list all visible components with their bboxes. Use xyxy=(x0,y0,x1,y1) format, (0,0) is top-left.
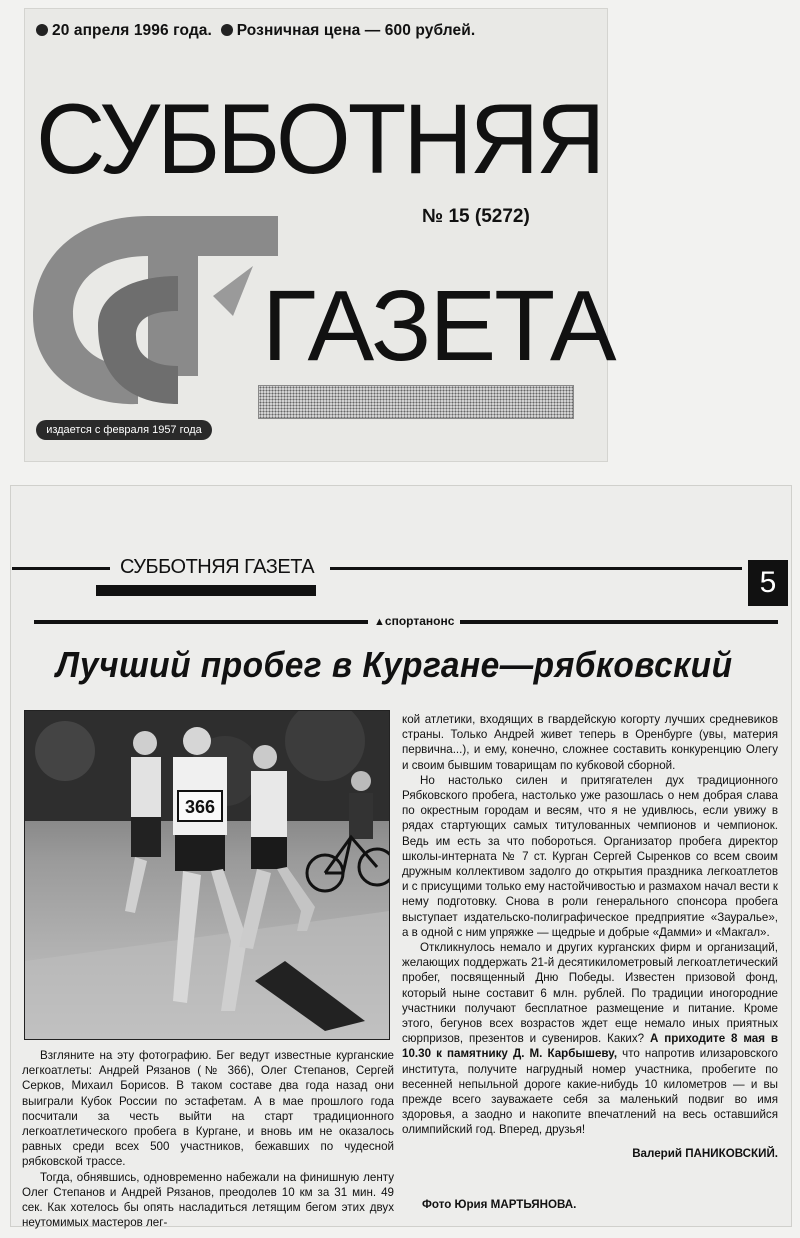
article-paragraph xyxy=(402,940,778,1138)
founded-since-label: издается с февраля 1957 года xyxy=(36,420,212,440)
header-rule-right xyxy=(330,567,742,570)
runners-photo-image xyxy=(25,711,389,1039)
runner-bib-number: 366 xyxy=(184,797,216,817)
article-paragraph: кой атлетики, входящих в гвардейскую когорту лучших средневиков страны. Только Андрей живет теперь в Оренбурге (увы, материя первична...), и ему, конечно, сложнее составить конкуренцию Олегу и своим бывшим товарищам по кубковой сборной. xyxy=(402,713,778,772)
page-number: 5 xyxy=(748,560,788,606)
runners-photo xyxy=(24,710,390,1040)
article-headline: Лучший пробег в Кургане—рябковский xyxy=(56,644,733,685)
rubric-text: спортанонс xyxy=(384,614,455,628)
retail-price: Розничная цена — 600 рублей. xyxy=(236,22,476,39)
event-location-emphasis: А приходите 8 мая в 10.30 к памятнику Д. М. Карбышеву, xyxy=(402,1032,778,1061)
paragraph-text: что напротив илизаровского института, получите нагрудный номер участника, пробегите по весенней непыльной дороге какие-нибудь 10 километров — и вы прежде всего зауважаете себя за маленький подвиг во имя здоровья, а заодно и накопите впечатлений на весь оставшийся олимпийский год. Вперед, друзья! xyxy=(402,1047,779,1137)
bullet-icon xyxy=(221,24,233,36)
section-header: СУББОТНЯЯ ГАЗЕТА xyxy=(120,556,315,578)
bullet-icon xyxy=(36,24,48,36)
header-thick-bar xyxy=(96,585,316,596)
issue-number: № 15 (5272) xyxy=(422,206,530,227)
masthead-date-price-line xyxy=(36,22,596,40)
article-right-column xyxy=(402,712,778,1161)
photo-credit: Фото Юрия МАРТЬЯНОВА. xyxy=(422,1198,577,1211)
header-rule-left xyxy=(12,567,110,570)
issue-date: 20 апреля 1996 года. xyxy=(52,22,212,39)
paragraph-text: Откликнулось немало и других курганских фирм и организаций, желающих поддержать 21-й десятикилометровый легкоатлетический пробег, посвященный Дню Победы. Известен призовой фонд, который ныне составит 6 млн. рублей. По традиции иногородние участники получают бесплатное размещение и питание. Кроме этого, бегунов всех возрастов ждет еще немало иных приятных сюрпризов, презентов и сувениров. Каких? xyxy=(402,941,778,1046)
masthead-title-line1: СУББОТНЯЯ xyxy=(36,84,603,195)
article-paragraph: Взгляните на эту фотографию. Бег ведут известные курганские легкоатлеты: Андрей Рязанов (№ 366), Олег Степанов, Сергей Серков, Михаил Борисов. В таком составе два года назад они выиграли Кубок России по эстафетам. А в мае прошлого года посчитали за честь выйти на старт традиционного легкоатлетического пробега в Кургане, и вновь им не оказалось равных среди всех 500 участников, бежавших по чудесной рябковской трассе. xyxy=(22,1049,394,1169)
article-author: Валерий ПАНИКОВСКИЙ. xyxy=(632,1146,778,1160)
article-paragraph: Тогда, обнявшись, одновременно набежали на финишную ленту Олег Степанов и Андрей Рязанов, преодолев 10 км за 31 мин. 49 сек. Как хотелось бы опять насладиться летящим бегом этих двух неутомимых мастеров лег- xyxy=(22,1170,394,1230)
masthead-title-line2: ГАЗЕТА xyxy=(262,270,615,382)
article-left-column xyxy=(22,1048,394,1230)
masthead-dotted-bar xyxy=(258,385,574,419)
runner-icon: ▲ xyxy=(374,616,385,628)
article-paragraph: Но настолько силен и притягателен дух традиционного Рябковского пробега, настолько уже разошлась о нем добрая слава по окрестным городам и весям, что я не удивлюсь, если увижу в рядах стартующих самых титулованных чемпионов и чемпионок. Ведь им есть за что побороться. Организатор пробега директор школы-интерната № 7 ст. Курган Сергей Сыренков со всем своим дружным коллективом задолго до открытия праздника легкоатлетов и с присущими только ему настойчивостью и размахом начал вести к нему подготовку. Снова в роли генерального спонсора пробега выступает издательско-полиграфическое предприятие «Зауралье», а в одной с ним упряжке — щедрые и добрые «Дамми» и «Макгал». xyxy=(402,773,778,939)
rubric-label xyxy=(368,614,460,628)
